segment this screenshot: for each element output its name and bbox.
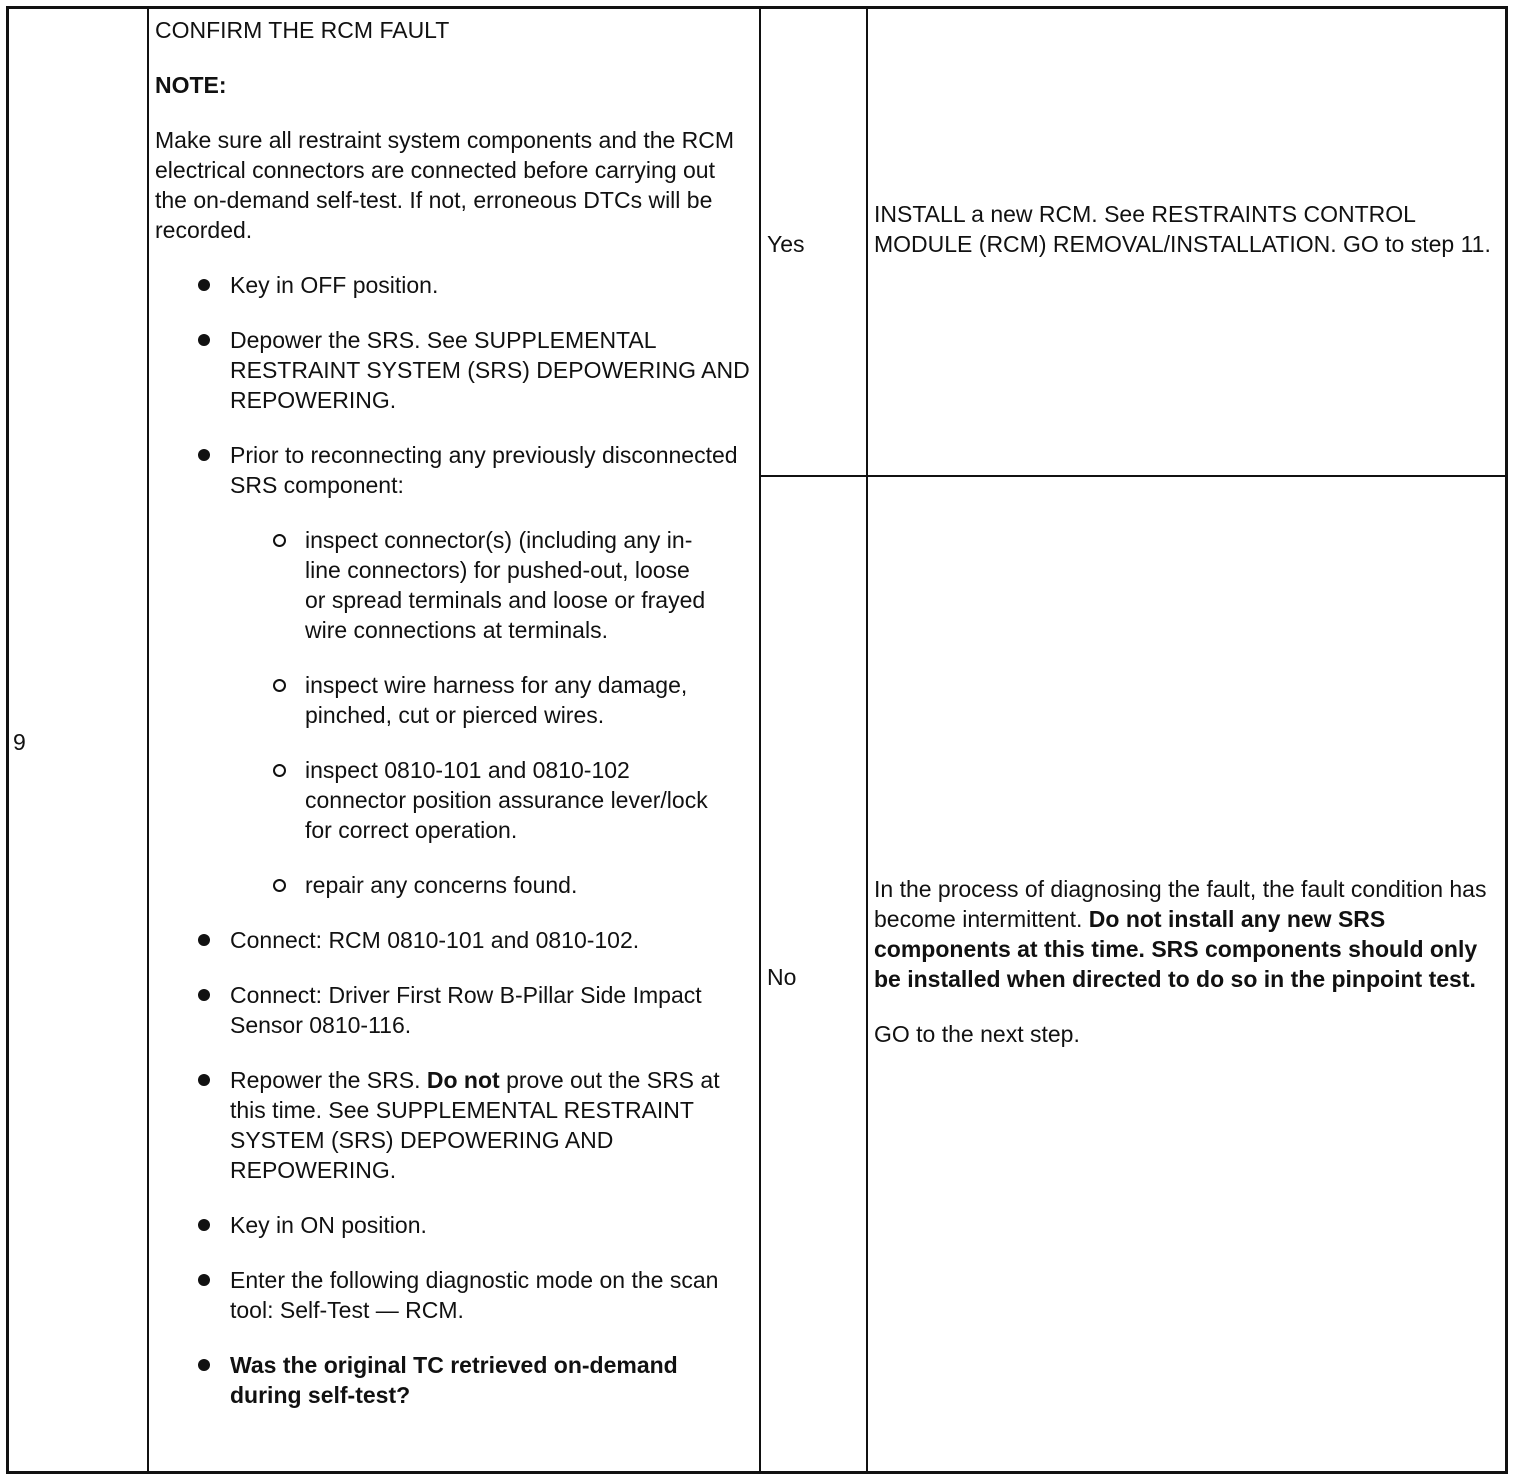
hollow-bullet-icon [273,679,286,692]
hollow-bullet-icon [273,764,286,777]
list-item [155,1265,753,1325]
answer-yes-label: Yes [767,231,805,257]
bullet-icon [198,334,210,346]
diagnostic-step-table [6,6,1508,1474]
list-item-text: Key in OFF position. [230,272,439,298]
step-title: CONFIRM THE RCM FAULT [155,17,450,43]
answer-no-label: No [767,964,797,990]
bullet-icon [198,1359,210,1371]
bullet-icon [198,1274,210,1286]
list-item [155,1210,753,1240]
result-yes-cell [868,9,1505,477]
list-item-text: Depower the SRS. See SUPPLEMENTAL RESTRAINT SYSTEM (SRS) DEPOWERING AND REPOWERING. [230,327,750,413]
sub-list-item-text: repair any concerns found. [305,872,578,898]
procedure-list [155,270,753,1410]
sub-list-item [230,755,753,845]
result-no-cell [868,477,1505,1471]
action-cell [149,9,761,1471]
list-item-text: Prior to reconnecting any previously disconnected SRS component: [230,442,738,498]
bullet-icon [198,989,210,1001]
note-text: Make sure all restraint system components and the RCM electrical connectors are connected before carrying out the on-demand self-test. If not, erroneous DTCs will be recorded. [155,127,735,243]
question-text: Was the original TC retrieved on-demand during self-test? [230,1352,678,1408]
list-item [155,1065,753,1185]
step-number-cell [9,9,149,1471]
bullet-icon [198,934,210,946]
list-item [155,440,753,500]
bullet-icon [198,449,210,461]
list-item-text-bold: Do not [426,1067,500,1093]
result-no-text [874,874,1497,994]
sub-list-item [230,870,753,900]
list-item-text: Connect: Driver First Row B-Pillar Side Impact Sensor 0810-116. [230,982,702,1038]
bullet-icon [198,1219,210,1231]
list-item [155,925,753,955]
list-item-text-post: prove out the SRS at this time. See SUPPLEMENTAL RESTRAINT SYSTEM (SRS) DEPOWERING AND REPOWERING. [230,1067,720,1183]
sub-list-item-text: inspect 0810-101 and 0810-102 connector position assurance lever/lock for correct operation. [305,757,708,843]
bullet-icon [198,279,210,291]
list-item [155,270,753,300]
list-item-text: Key in ON position. [230,1212,427,1238]
sub-list-item-text: inspect wire harness for any damage, pinched, cut or pierced wires. [305,672,688,728]
inspection-sub-list [155,525,753,900]
list-item-text-pre: Repower the SRS. [230,1067,427,1093]
sub-list-container [155,525,753,900]
hollow-bullet-icon [273,534,286,547]
list-item-text: Connect: RCM 0810-101 and 0810-102. [230,927,640,953]
answer-no-cell [761,477,868,1471]
result-no-warning: Do not install any new SRS components at this time. SRS components should only be installed when directed to do so in the pinpoint test. [874,906,1478,992]
list-item [155,1350,753,1410]
sub-list-item-text: inspect connector(s) (including any in-line connectors) for pushed-out, loose or spread terminals and loose or frayed wire connections at terminals. [305,527,706,643]
step-number: 9 [13,729,26,755]
bullet-icon [198,1074,210,1086]
list-item [155,980,753,1040]
list-item [155,325,753,415]
note-label: NOTE: [155,72,227,98]
result-no-plain: In the process of diagnosing the fault, the fault condition has become intermittent. [874,876,1487,932]
sub-list-item [230,670,753,730]
sub-list-item [230,525,753,645]
result-yes-text: INSTALL a new RCM. See RESTRAINTS CONTROL MODULE (RCM) REMOVAL/INSTALLATION. GO to step 11. [874,201,1491,257]
answer-yes-cell [761,9,868,477]
hollow-bullet-icon [273,879,286,892]
list-item-text: Enter the following diagnostic mode on the scan tool: Self-Test — RCM. [230,1267,719,1323]
result-no-next: GO to the next step. [874,1021,1080,1047]
